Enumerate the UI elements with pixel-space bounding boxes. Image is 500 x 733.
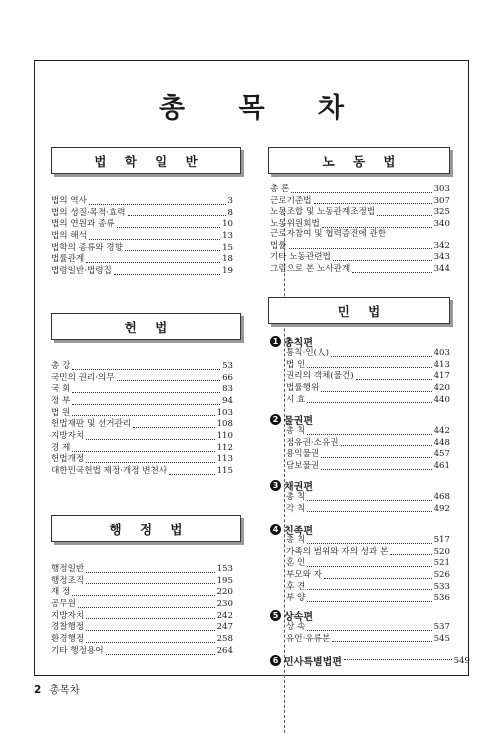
entry-title: 대한민국헌법 제정·개정 변천사 — [51, 466, 168, 477]
dot-leader — [307, 367, 431, 368]
entry-page: 110 — [216, 431, 233, 442]
toc-entry — [274, 634, 450, 646]
part-number-badge: 5 — [270, 610, 281, 621]
part-heading — [270, 334, 313, 349]
entry-page: 517 — [433, 534, 450, 545]
dot-leader — [106, 654, 215, 655]
entry-title: 정 부 — [51, 396, 71, 407]
entry-title: 기타 노동관련법 — [270, 252, 331, 263]
toc-entry — [274, 383, 450, 395]
entry-title: 경찰행정 — [51, 622, 85, 633]
toc-entry — [274, 438, 450, 450]
dot-leader — [169, 474, 214, 475]
dot-leader — [72, 451, 214, 452]
entry-title: 총 론 — [270, 183, 290, 194]
dot-leader — [86, 572, 214, 573]
entry-title: 행정일반 — [51, 563, 85, 574]
entry-page: 536 — [433, 593, 450, 604]
dot-leader — [307, 434, 431, 435]
entry-title: 총 칙 — [286, 425, 306, 436]
entry-title: 시 효 — [286, 394, 306, 405]
entry-page: 94 — [222, 396, 233, 407]
entry-page: 420 — [433, 383, 450, 394]
dot-leader — [333, 260, 432, 261]
entry-page: 403 — [433, 347, 450, 358]
dot-leader — [307, 543, 431, 544]
part-title: 민사특별법편 — [284, 657, 342, 668]
toc-list-nodong — [270, 184, 450, 276]
entry-page: 526 — [433, 570, 450, 581]
entry-page: 457 — [433, 449, 450, 460]
toc-entry — [270, 231, 450, 241]
part-title: 친족편 — [284, 526, 313, 537]
entry-page: 3 — [227, 195, 233, 206]
entry-page: 492 — [433, 503, 450, 514]
entry-page: 108 — [216, 419, 233, 430]
entry-page: 242 — [216, 610, 233, 621]
entry-page: 461 — [433, 461, 450, 472]
part-title: 채권편 — [284, 482, 313, 493]
entry-page: 343 — [433, 252, 450, 263]
entry-page: 468 — [433, 491, 450, 502]
toc-entry — [51, 208, 233, 220]
entry-title: 각 칙 — [286, 503, 306, 514]
dot-leader — [307, 601, 431, 602]
toc-entry — [51, 431, 233, 443]
toc-list-haengjeong — [51, 564, 233, 658]
section-header-heonbeop: 헌 법 — [51, 313, 241, 340]
entry-title: 후 견 — [286, 581, 306, 592]
entry-title: 법률행위 — [286, 383, 320, 394]
entry-title: 행정조직 — [51, 575, 85, 586]
dot-leader — [341, 445, 432, 446]
dot-leader — [321, 457, 431, 458]
toc-entry — [274, 371, 450, 383]
entry-page: 325 — [433, 207, 450, 218]
entry-title: 통칙·인(人) — [286, 347, 329, 358]
part-title: 물권편 — [284, 416, 313, 427]
part-number-badge: 4 — [270, 524, 281, 535]
dot-leader — [322, 227, 432, 228]
entry-page: 230 — [216, 599, 233, 610]
part-title: 총칙편 — [284, 338, 313, 349]
entry-page: 13 — [222, 231, 233, 242]
toc-entry — [274, 426, 450, 438]
entry-title: 노동위원회법 — [270, 219, 320, 230]
dot-leader — [307, 589, 431, 590]
part-heading — [270, 412, 313, 427]
entry-title: 법학의 종류와 경향 — [51, 242, 123, 253]
entry-page: 448 — [433, 437, 450, 448]
entry-page: 53 — [222, 360, 233, 371]
entry-title: 법의 성질·목적·효력 — [51, 207, 126, 218]
toc-entry — [51, 587, 233, 599]
part-entries — [274, 348, 450, 406]
entry-title: 유언·유류분 — [286, 633, 331, 644]
dot-leader — [324, 578, 432, 579]
section-header-minbeop: 민 법 — [268, 297, 450, 324]
dot-leader — [390, 554, 431, 555]
toc-entry — [274, 504, 450, 516]
entry-page: 115 — [216, 466, 233, 477]
part-number-badge: 1 — [270, 336, 281, 347]
dot-leader — [332, 641, 431, 642]
toc-list-beophak — [51, 196, 233, 278]
part-heading — [270, 608, 313, 623]
entry-title: 기타 행정용어 — [51, 645, 104, 656]
toc-list-heonbeop — [51, 361, 233, 478]
dot-leader — [86, 462, 214, 463]
entry-title: 담보물권 — [286, 461, 320, 472]
part-heading — [270, 653, 470, 668]
dot-leader — [114, 274, 220, 275]
entry-title: 재 정 — [51, 587, 71, 598]
toc-entry — [51, 196, 233, 208]
entry-title: 가족의 범위와 자의 성과 본 — [286, 546, 389, 557]
toc-entry — [51, 254, 233, 266]
entry-page: 10 — [222, 219, 233, 230]
entry-page: 15 — [222, 242, 233, 253]
dot-leader — [356, 379, 432, 380]
toc-entry — [274, 558, 450, 570]
entry-page: 307 — [433, 195, 450, 206]
entry-title: 헌법개정 — [51, 454, 85, 465]
entry-page: 417 — [433, 371, 450, 382]
toc-entry — [270, 252, 450, 264]
entry-title: 근로자참여 및 협력증진에 관한 — [270, 229, 387, 240]
toc-entry — [51, 361, 233, 373]
entry-page: 342 — [433, 240, 450, 251]
toc-entry — [51, 455, 233, 467]
entry-page: 8 — [227, 207, 233, 218]
dot-leader — [86, 618, 214, 619]
toc-entry — [51, 634, 233, 646]
entry-title: 법률관계 — [51, 254, 85, 265]
entry-page: 442 — [433, 425, 450, 436]
dot-leader — [289, 248, 432, 249]
dot-leader — [117, 227, 220, 228]
part-entries — [274, 535, 450, 605]
section-header-haengjeong: 행 정 법 — [51, 515, 241, 542]
entry-title: 혼 인 — [286, 558, 306, 569]
entry-page: 440 — [433, 394, 450, 405]
toc-entry — [51, 231, 233, 243]
dot-leader — [377, 215, 432, 216]
dot-leader — [89, 204, 226, 205]
part-number-badge: 3 — [270, 480, 281, 491]
toc-entry — [270, 196, 450, 208]
entry-title: 국 회 — [51, 384, 71, 395]
dot-leader — [314, 203, 432, 204]
page-footer — [34, 682, 80, 697]
toc-entry — [274, 449, 450, 461]
part-entries — [274, 492, 450, 515]
section-header-beophak: 법 학 일 반 — [51, 147, 241, 174]
dot-leader — [72, 404, 220, 405]
entry-title: 법 인 — [286, 359, 306, 370]
toc-entry — [270, 184, 450, 196]
toc-entry — [51, 564, 233, 576]
entry-title: 용익물권 — [286, 449, 320, 460]
entry-page: 153 — [216, 563, 233, 574]
toc-entry — [274, 582, 450, 594]
toc-entry — [51, 408, 233, 420]
entry-page: 18 — [222, 254, 233, 265]
entry-page: 103 — [216, 407, 233, 418]
entry-title: 부모와 자 — [286, 570, 322, 581]
entry-title: 총 강 — [51, 360, 71, 371]
toc-entry — [270, 264, 450, 276]
dot-leader — [72, 595, 214, 596]
entry-title: 법률 — [270, 240, 287, 251]
dot-leader — [307, 511, 431, 512]
toc-entry — [51, 466, 233, 478]
dot-leader — [321, 391, 431, 392]
dot-leader — [307, 402, 431, 403]
section-header-nodong: 노 동 법 — [268, 147, 450, 174]
dot-leader — [86, 642, 214, 643]
entry-title: 법의 해석 — [51, 231, 87, 242]
entry-title: 지방자치 — [51, 610, 85, 621]
part-heading — [270, 478, 313, 493]
entry-page: 113 — [216, 454, 233, 465]
dot-leader — [89, 239, 220, 240]
entry-title: 총 칙 — [286, 534, 306, 545]
entry-page: 66 — [222, 372, 233, 383]
toc-entry — [51, 266, 233, 278]
dot-leader — [307, 500, 431, 501]
dot-leader — [352, 272, 431, 273]
entry-title: 법의 역사 — [51, 195, 87, 206]
entry-title: 법 원 — [51, 407, 71, 418]
entry-page: 537 — [433, 621, 450, 632]
entry-page: 258 — [216, 634, 233, 645]
entry-page: 303 — [433, 183, 450, 194]
footer-label: 총목차 — [49, 684, 80, 696]
part-entries — [274, 426, 450, 473]
toc-entry — [51, 646, 233, 658]
toc-entry — [51, 396, 233, 408]
entry-title: 환경행정 — [51, 634, 85, 645]
dot-leader — [307, 630, 431, 631]
part-entries — [274, 622, 450, 645]
part-title: 상속편 — [284, 612, 313, 623]
entry-page: 520 — [433, 546, 450, 557]
toc-entry — [51, 576, 233, 588]
dot-leader — [321, 469, 431, 470]
entry-page: 195 — [216, 575, 233, 586]
toc-entry — [51, 243, 233, 255]
toc-entry — [51, 219, 233, 231]
toc-entry — [274, 360, 450, 372]
toc-entry — [274, 395, 450, 407]
toc-entry — [51, 384, 233, 396]
dot-leader — [86, 262, 220, 263]
dot-leader — [128, 215, 226, 216]
dot-leader — [72, 369, 220, 370]
toc-entry — [270, 241, 450, 253]
dot-leader — [344, 659, 452, 660]
toc-entry — [274, 593, 450, 605]
entry-title: 상 속 — [286, 621, 306, 632]
toc-entry — [51, 611, 233, 623]
entry-page: 19 — [222, 266, 233, 277]
entry-title: 경 제 — [51, 442, 71, 453]
toc-entry — [51, 443, 233, 455]
entry-title: 그림으로 본 노사관계 — [270, 264, 351, 275]
dot-leader — [125, 250, 220, 251]
dot-leader — [72, 415, 214, 416]
toc-entry — [51, 373, 233, 385]
toc-entry — [274, 535, 450, 547]
entry-title: 국민의 권리·의무 — [51, 372, 115, 383]
toc-entry — [274, 570, 450, 582]
entry-page: 83 — [222, 384, 233, 395]
dot-leader — [86, 439, 214, 440]
dot-leader — [86, 583, 214, 584]
entry-page: 112 — [216, 442, 233, 453]
entry-page: 340 — [433, 219, 450, 230]
page-number: 2 — [34, 684, 42, 696]
entry-title: 노동조합 및 노동관계조정법 — [270, 207, 376, 218]
entry-title: 공무원 — [51, 599, 76, 610]
dot-leader — [331, 356, 432, 357]
toc-entry — [51, 419, 233, 431]
toc-entry — [274, 547, 450, 559]
toc-entry — [274, 348, 450, 360]
dot-leader — [307, 566, 431, 567]
entry-title: 지방자치 — [51, 431, 85, 442]
dot-leader — [86, 630, 214, 631]
entry-page: 521 — [433, 558, 450, 569]
entry-title: 헌법재판 및 선거관리 — [51, 419, 132, 430]
entry-page: 413 — [433, 359, 450, 370]
entry-page: 220 — [216, 587, 233, 598]
part-number-badge: 2 — [270, 414, 281, 425]
toc-entry — [274, 461, 450, 473]
entry-title: 부 양 — [286, 593, 306, 604]
entry-title: 권리의 객체(물건) — [286, 371, 354, 382]
toc-entry — [274, 622, 450, 634]
dot-leader — [291, 192, 431, 193]
toc-entry — [51, 622, 233, 634]
toc-entry — [51, 599, 233, 611]
dot-leader — [72, 392, 220, 393]
part-number-badge: 6 — [270, 655, 281, 666]
page-title: 총 목 차 — [158, 93, 367, 124]
dot-leader — [117, 380, 220, 381]
entry-page: 533 — [433, 581, 450, 592]
entry-title: 근로기준법 — [270, 195, 312, 206]
entry-page: 264 — [216, 645, 233, 656]
entry-title: 점유권·소유권 — [286, 437, 339, 448]
entry-page: 545 — [433, 633, 450, 644]
entry-title: 법의 연원과 종류 — [51, 219, 115, 230]
toc-entry — [274, 492, 450, 504]
dot-leader — [133, 427, 214, 428]
part-page: 549 — [453, 655, 470, 666]
toc-entry — [270, 207, 450, 219]
entry-page: 344 — [433, 264, 450, 275]
dot-leader — [78, 607, 215, 608]
entry-page: 247 — [216, 622, 233, 633]
entry-title: 총 칙 — [286, 491, 306, 502]
entry-title: 법령일반·법령집 — [51, 266, 112, 277]
